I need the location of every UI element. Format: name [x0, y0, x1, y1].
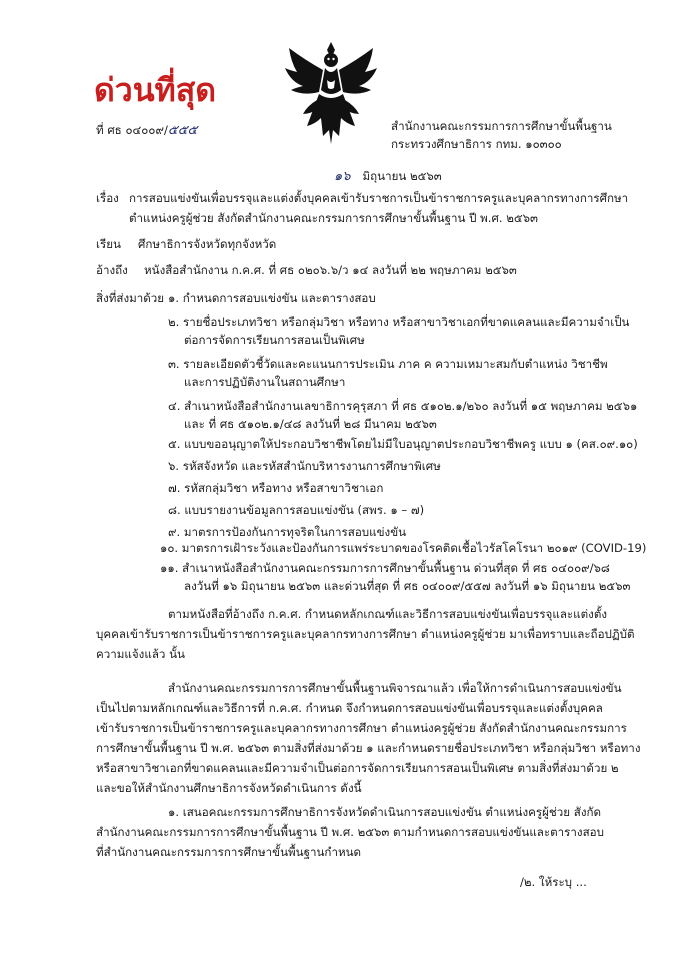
enclosure-item-continued: ต่อการจัดการเรียนการสอนเป็นพิเศษ — [184, 333, 365, 347]
date-month-year: มิถุนายน ๒๕๖๓ — [362, 169, 442, 183]
garuda-emblem-icon — [283, 40, 379, 148]
body-paragraph-line: การศึกษาขั้นพื้นฐาน ปี พ.ศ. ๒๕๖๓ ตามสิ่งที่ส่งมาด้วย ๑ และกำหนดรายชื่อประเภทวิชา หรือกลุ่มวิชา หรือทาง — [96, 741, 641, 755]
urgency-stamp: ด่วนที่สุด — [94, 71, 217, 109]
office-name: สำนักงานคณะกรรมการการศึกษาขั้นพื้นฐาน — [391, 119, 612, 133]
reference-prefix: ที่ ศธ ๐๔๐๐๙/ — [96, 123, 168, 137]
reference-label: อ้างถึง — [96, 263, 128, 277]
recipient-label: เรียน — [96, 237, 121, 251]
body-paragraph-line: สำนักงานคณะกรรมการการศึกษาขั้นพื้นฐาน ปี พ.ศ. ๒๕๖๓ ตามกำหนดการสอบแข่งขันและตารางสอบ — [96, 825, 604, 839]
recipient: ศึกษาธิการจังหวัดทุกจังหวัด — [138, 237, 277, 251]
enclosure-item: ๖. รหัสจังหวัด และรหัสสำนักบริหารงานการศึกษาพิเศษ — [168, 459, 441, 473]
enclosure-item: ๙. มาตรการป้องกันการทุจริตในการสอบแข่งขัน — [168, 525, 407, 539]
body-paragraph-line: เป็นไปตามหลักเกณฑ์และวิธีการที่ ก.ค.ศ. กำหนด จึงกำหนดการสอบแข่งขันเพื่อบรรจุและแต่งตั้งบุคคล — [96, 701, 603, 715]
enclosure-item: ๑๑. สำเนาหนังสือสำนักงานคณะกรรมการการศึกษาขั้นพื้นฐาน ด่วนที่สุด ที่ ศธ ๐๔๐๐๙/๖๘ — [160, 561, 610, 575]
body-paragraph-line: และขอให้สำนักงานศึกษาธิการจังหวัดดำเนินการ ดังนี้ — [96, 781, 362, 795]
reference-number — [96, 122, 197, 139]
enclosure-item: ๗. รหัสกลุ่มวิชา หรือทาง หรือสาขาวิชาเอก — [168, 481, 384, 495]
enclosure-item-continued: ลงวันที่ ๑๖ มิถุนายน ๒๕๖๓ และด่วนที่สุด ที่ ศธ ๐๔๐๐๙/๕๕๗ ลงวันที่ ๑๖ มิถุนายน ๒๕๖๓ — [184, 579, 631, 593]
body-paragraph-line: ตามหนังสือที่อ้างถึง ก.ค.ศ. กำหนดหลักเกณฑ์และวิธีการสอบแข่งขันเพื่อบรรจุและแต่งตั้ง — [168, 607, 608, 621]
body-paragraph-line: หรือสาขาวิชาเอกที่ขาดแคลนและมีความจำเป็นต่อการจัดการเรียนการสอนเป็นพิเศษ ตามสิ่งที่ส่งมาด้วย ๒ — [96, 761, 619, 775]
enclosure-item: ๓. รายละเอียดตัวชี้วัดและคะแนนการประเมิน ภาค ค ความเหมาะสมกับตำแหน่ง วิชาชีพ — [168, 357, 608, 371]
enclosure-item: ๘. แบบรายงานข้อมูลการสอบแข่งขัน (สพร. ๑ – ๗) — [168, 503, 425, 517]
enclosures-label: สิ่งที่ส่งมาด้วย — [96, 291, 165, 305]
enclosure-item: ๔. สำเนาหนังสือสำนักงานเลขาธิการคุรุสภา ที่ ศธ ๕๑๐๒.๑/๒๖๐ ลงวันที่ ๑๕ พฤษภาคม ๒๕๖๑ — [168, 399, 638, 413]
subject-line: การสอบแข่งขันเพื่อบรรจุและแต่งตั้งบุคคลเข้ารับราชการเป็นข้าราชการครูและบุคลากรทางการศึกษา — [129, 191, 629, 205]
body-paragraph-line: เข้ารับราชการเป็นข้าราชการครูและบุคลากรทางการศึกษา ตำแหน่งครูผู้ช่วย สังกัดสำนักงานคณะกรรมการ — [96, 721, 627, 735]
enclosure-item-continued: และการปฏิบัติงานในสถานศึกษา — [184, 375, 346, 389]
date-day: ๑๖ — [334, 169, 351, 184]
enclosure-item: ๑๐. มาตรการเฝ้าระวังและป้องกันการแพร่ระบาดของโรคติดเชื้อไวรัสโคโรนา ๒๐๑๙ (COVID-19) — [160, 541, 647, 555]
subject-line: ตำแหน่งครูผู้ช่วย สังกัดสำนักงานคณะกรรมการการศึกษาขั้นพื้นฐาน ปี พ.ศ. ๒๕๖๓ — [129, 211, 538, 225]
enclosure-item: ๕. แบบขออนุญาตให้ประกอบวิชาชีพโดยไม่มีใบอนุญาตประกอบวิชาชีพครู แบบ ๑ (คส.๐๙.๑๐) — [168, 437, 638, 451]
continuation-note: /๒. ให้ระบุ ... — [520, 875, 587, 889]
body-paragraph-line: ๑. เสนอคณะกรรมการศึกษาธิการจังหวัดดำเนินการสอบแข่งขัน ตำแหน่งครูผู้ช่วย สังกัด — [168, 805, 602, 819]
enclosure-item: ๑. กำหนดการสอบแข่งขัน และตารางสอบ — [168, 291, 376, 305]
office-address: กระทรวงศึกษาธิการ กทม. ๑๐๓๐๐ — [391, 137, 562, 151]
body-paragraph-line: สำนักงานคณะกรรมการการศึกษาขั้นพื้นฐานพิจารณาแล้ว เพื่อให้การดำเนินการสอบแข่งขัน — [168, 681, 622, 695]
subject-label: เรื่อง — [96, 191, 119, 205]
handwritten-number: ๕๕๕ — [167, 123, 198, 138]
enclosure-item-continued: และ ที่ ศธ ๕๑๐๒.๑/๔๘ ลงวันที่ ๒๘ มีนาคม ๒๕๖๓ — [184, 417, 437, 431]
document-date — [334, 168, 442, 185]
body-paragraph-line: ความแจ้งแล้ว นั้น — [96, 647, 185, 661]
enclosure-item: ๒. รายชื่อประเภทวิชา หรือกลุ่มวิชา หรือทาง หรือสาขาวิชาเอกที่ขาดแคลนและมีความจำเป็น — [168, 315, 630, 329]
reference-text: หนังสือสำนักงาน ก.ค.ศ. ที่ ศธ ๐๒๐๖.๖/ว ๑๔ ลงวันที่ ๒๒ พฤษภาคม ๒๕๖๓ — [144, 263, 517, 277]
body-paragraph-line: บุคคลเข้ารับราชการเป็นข้าราชการครูและบุคลากรทางการศึกษา ตำแหน่งครูผู้ช่วย มาเพื่อทราบและถือปฏิบัติ — [96, 627, 635, 641]
body-paragraph-line: ที่สำนักงานคณะกรรมการการศึกษาขั้นพื้นฐานกำหนด — [96, 845, 362, 859]
